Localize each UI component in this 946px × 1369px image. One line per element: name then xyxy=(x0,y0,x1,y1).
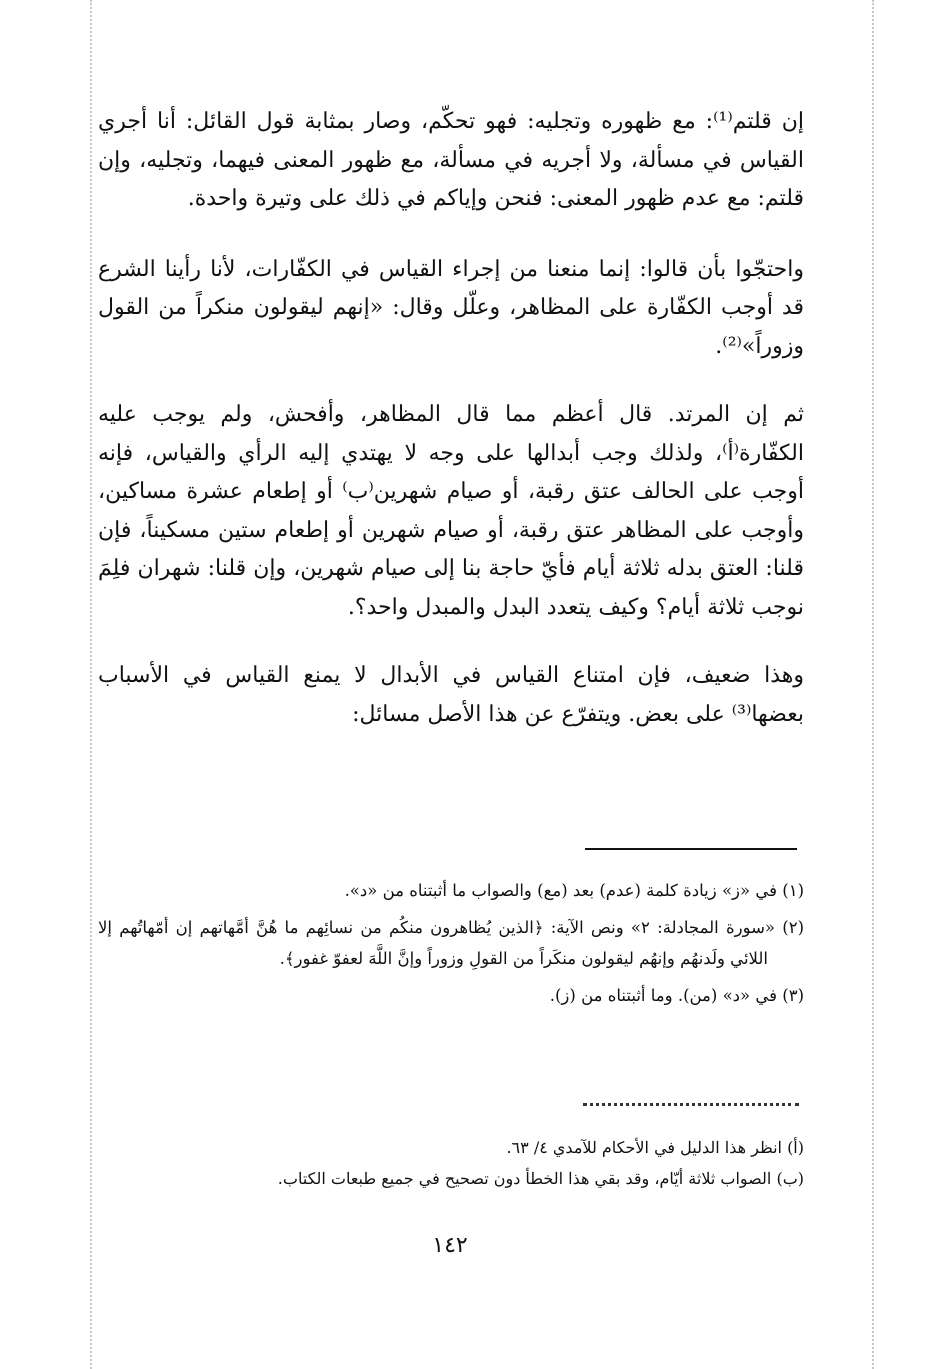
footnote: (١) في «ز» زيادة كلمة (عدم) بعد (مع) والصواب ما أثبتناه من «د». xyxy=(344,881,804,900)
paragraph: وهذا ضعيف، فإن امتناع القياس في الأبدال لا يمنع القياس في الأسباب بعضها⁽³⁾ على بعض. ويتفرّع عن هذا الأصل مسائل: xyxy=(98,663,804,727)
footnote: (٣) في «د» (من). وما أثبتناه من (ز). xyxy=(549,986,804,1005)
editor-note: (ب) الصواب ثلاثة أيّام، وقد بقي هذا الخطأ دون تصحيح في جميع طبعات الكتاب. xyxy=(277,1169,804,1188)
page-edge-left xyxy=(90,0,92,1369)
editor-note: (أ) انظر هذا الدليل في الأحكام للآمدي ٤/ ٦٣. xyxy=(506,1138,804,1157)
footnote-separator xyxy=(585,848,797,850)
footnotes xyxy=(98,875,804,1017)
paragraph: إن قلتم⁽¹⁾: مع ظهوره وتجليه: فهو تحكّم، وصار بمثابة قول القائل: أنا أجري القياس في مسألة، ولا أجريه في مسألة، مع ظهور المعنى فيهما، وتجليه، وإن قلتم: مع عدم ظهور المعنى: فنحن وإياكم في ذلك على وتيرة واحدة. xyxy=(98,109,804,211)
paragraph: ثم إن المرتد. قال أعظم مما قال المظاهر، وأفحش، ولم يوجب عليه الكفّارة⁽أ⁾، ولذلك وجب أبدالها على وجه لا يهتدي إليه الرأي والقياس، فإنه أوجب على الحالف عتق رقبة، أو صيام شهرين⁽ب⁾ أو إطعام عشرة مساكين، وأوجب على المظاهر عتق رقبة، أو صيام شهرين أو إطعام ستين مسكيناً، فإن قلنا: العتق بدله ثلاثة أيام فأيّ حاجة بنا إلى صيام شهرين، وإن قلنا: شهران فلِمَ نوجب ثلاثة أيام؟ وكيف يتعدد البدل والمبدل واحد؟. xyxy=(98,402,804,620)
paragraph: واحتجّوا بأن قالوا: إنما منعنا من إجراء القياس في الكفّارات، لأنا رأينا الشرع قد أوجب الكفّارة على المظاهر، وعلّل وقال: «إنهم ليقولون منكراً من القول وزوراً»⁽²⁾. xyxy=(98,256,804,359)
editor-notes xyxy=(98,1132,804,1194)
page-number: ١٤٢ xyxy=(432,1233,468,1258)
editor-notes-separator xyxy=(583,1103,799,1106)
footnote: (٢) «سورة المجادلة: ٢» ونص الآية: ﴿الذين يُظاهرون منكُم من نسائِهم ما هُنَّ أمَّهاتهم إن أمّهاتُهم إلا اللائي ولَدنهُم وإنهُم ليقولون منكَراً من القولِ وزوراً وإنَّ اللَّهَ لعفوّ غفور﴾. xyxy=(98,918,804,968)
main-body-text xyxy=(98,103,804,764)
page-edge-right xyxy=(872,0,874,1369)
